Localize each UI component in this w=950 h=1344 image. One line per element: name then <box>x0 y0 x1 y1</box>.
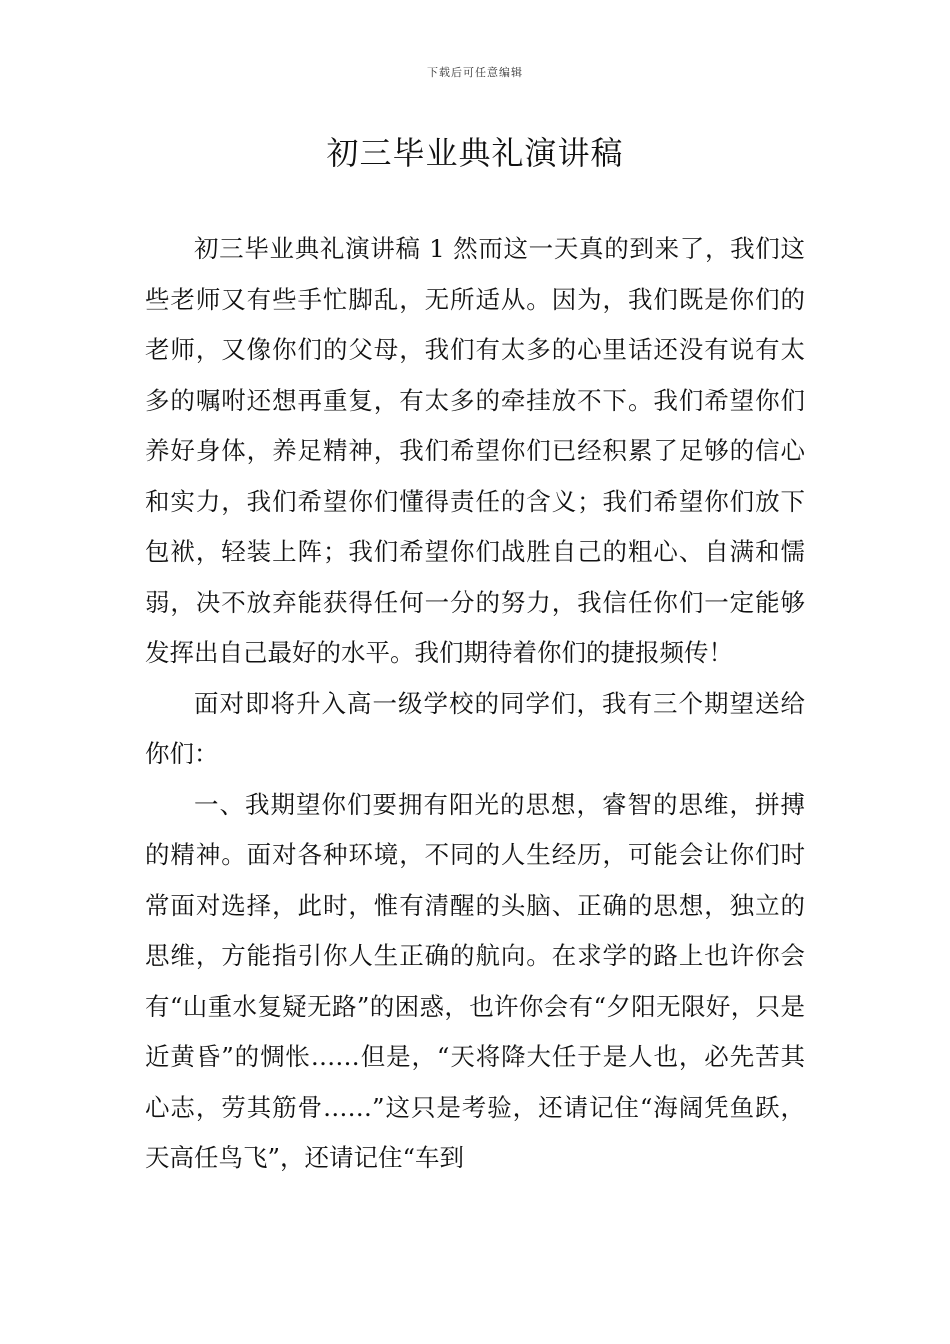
paragraph: 一、我期望你们要拥有阳光的思想，睿智的思维，拼搏的精神。面对各种环境，不同的人生经历，可能会让你们时常面对选择，此时，惟有清醒的头脑、正确的思想，独立的思维，方能指引你人生正确的航向。在求学的路上也许你会有“山重水复疑无路”的困惑，也许你会有“夕阳无限好，只是近黄昏”的惆怅……但是，“天将降大任于是人也，必先苦其心志，劳其筋骨……”这只是考验，还请记住“海阔凭鱼跃，天高任鸟飞”，还请记住“车到 <box>145 789 805 1172</box>
header-note: 下载后可任意编辑 <box>427 66 523 79</box>
paragraph: 初三毕业典礼演讲稿 1 然而这一天真的到来了，我们这些老师又有些手忙脚乱，无所适从。因为，我们既是你们的老师，又像你们的父母，我们有太多的心里话还没有说有太多的嘱咐还想再重复，有太多的牵挂放不下。我们希望你们养好身体，养足精神，我们希望你们已经积累了足够的信心和实力，我们希望你们懂得责任的含义；我们希望你们放下包袱，轻装上阵；我们希望你们战胜自己的粗心、自满和懦弱，决不放弃能获得任何一分的努力，我信任你们一定能够发挥出自己最好的水平。我们期待着你们的捷报频传！ <box>145 234 805 667</box>
paragraph: 面对即将升入高一级学校的同学们，我有三个期望送给你们： <box>145 688 805 768</box>
document-title: 初三毕业典礼演讲稿 <box>326 134 624 172</box>
document-body <box>145 224 805 1184</box>
